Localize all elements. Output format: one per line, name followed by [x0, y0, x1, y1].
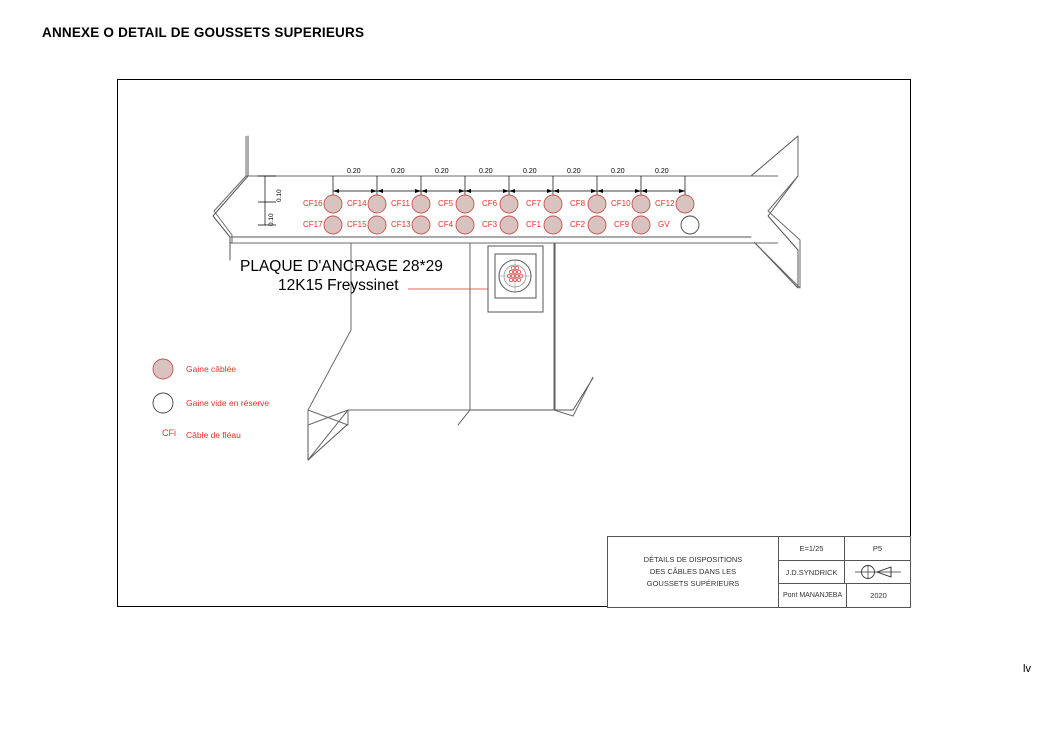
dim-h-5: 0.20	[523, 168, 537, 175]
tb-scale: E=1/25	[779, 537, 845, 560]
dim-v-2: 0.10	[268, 213, 275, 226]
tb-author: J.D.SYNDRICK	[779, 561, 845, 584]
footer-mark: lv	[1023, 663, 1031, 675]
tb-desc-line2: DES CÂBLES DANS LES	[649, 567, 737, 576]
technical-drawing-svg	[118, 80, 910, 606]
dim-v-1: 0.10	[276, 189, 283, 202]
anchor-note-line2: 12K15 Freyssinet	[278, 277, 399, 294]
tb-sheet: P5	[872, 543, 883, 553]
drawing-frame	[117, 79, 911, 607]
title-block-description	[608, 537, 779, 607]
cable-label-cf1: CF1	[526, 220, 542, 229]
legend-symbol-cfi: CFi	[162, 428, 176, 438]
cable-label-cf7: CF7	[526, 199, 542, 208]
tb-project: Pont MANANJEBA	[779, 584, 847, 607]
anchor-note-line1: PLAQUE D'ANCRAGE 28*29	[240, 258, 443, 275]
dim-h-6: 0.20	[567, 168, 581, 175]
dim-h-1: 0.20	[347, 168, 361, 175]
tb-year: 2020	[870, 591, 887, 601]
title-block-row-author	[779, 561, 910, 585]
dim-h-2: 0.20	[391, 168, 405, 175]
first-angle-projection-icon	[845, 561, 910, 584]
dim-h-3: 0.20	[435, 168, 449, 175]
cable-label-cf6: CF6	[482, 199, 498, 208]
page-title: ANNEXE O DETAIL DE GOUSSETS SUPERIEURS	[42, 25, 365, 40]
cable-label-cf3: CF3	[482, 220, 498, 229]
cable-label-cf10: CF10	[611, 199, 631, 208]
cable-label-cf13: CF13	[391, 220, 411, 229]
title-block-row-scale	[779, 537, 910, 561]
cable-label-cf11: CF11	[391, 199, 410, 208]
cable-label-cf15: CF15	[347, 220, 367, 229]
legend-label-gaine-vide: Gaine vide en réserve	[186, 398, 270, 408]
legend-label-gaine-cablee: Gaine câblée	[186, 364, 237, 374]
cable-label-cf16: CF16	[303, 199, 323, 208]
dim-h-7: 0.20	[611, 168, 625, 175]
cable-label-cf4: CF4	[438, 220, 454, 229]
title-block-row-project	[779, 584, 910, 607]
tb-desc-line3: GOUSSETS SUPÉRIEURS	[646, 579, 740, 588]
cable-label-cf12: CF12	[655, 199, 675, 208]
cable-label-cf2: CF2	[570, 220, 586, 229]
title-block	[607, 536, 911, 608]
dim-h-8: 0.20	[655, 168, 669, 175]
tb-desc-line1: DÉTAILS DE DISPOSITIONS	[643, 555, 743, 564]
cable-label-gv: GV	[658, 220, 670, 229]
legend-label-cable-fleau: Câble de fléau	[186, 430, 241, 440]
cable-label-cf17: CF17	[303, 220, 323, 229]
cable-label-cf5: CF5	[438, 199, 454, 208]
dim-h-4: 0.20	[479, 168, 493, 175]
cable-label-cf8: CF8	[570, 199, 586, 208]
cable-label-cf14: CF14	[347, 199, 367, 208]
title-block-fields	[779, 537, 910, 607]
cable-label-cf9: CF9	[614, 220, 630, 229]
anchor-plate-note	[240, 257, 443, 295]
